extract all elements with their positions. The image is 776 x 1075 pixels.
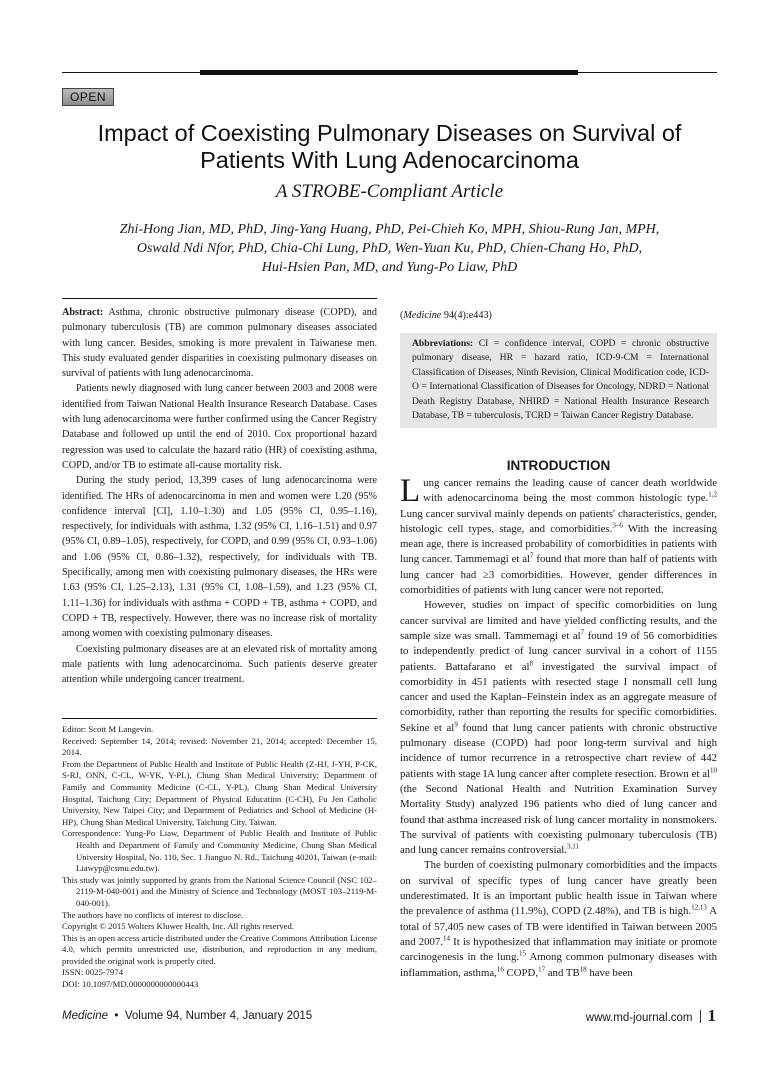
footnotes <box>62 718 377 991</box>
footer-bullet: • <box>114 1010 119 1022</box>
article-title: Impact of Coexisting Pulmonary Diseases on Survival of Patients With Lung Adenocarcinoma <box>97 120 682 173</box>
intro-text: The burden of coexisting pulmonary comorbidities and the impacts on survival of specific types of lung cancer have greatly been underestimated. It is an important public health issue in Taiwan where the prevalence of asthma (11.9%), COPD (2.48%), and TB is high. <box>400 859 717 918</box>
reference-superscript[interactable]: 17 <box>538 964 546 973</box>
intro-text: investigated the survival impact of comorbidity in 451 patients with resected stage I nonsmall cell lung cancer and used the Kaplan–Feinstein index as an aggregate measure of comorbidity, rather than reporting the results for specific comorbidities. Sekine et al <box>400 660 717 734</box>
intro-text: With the increasing mean age, there is increased probability of comorbidities in patients with lung cancer. Tammemagi et al <box>400 522 717 566</box>
intro-text: However, studies on impact of specific comorbidities on lung cancer survival are limited and have yielded conflicting results, and the sample size was small. Tammemagi et al <box>400 599 717 642</box>
footer-journal-info <box>62 1010 312 1022</box>
abstract-label: Abstract: <box>62 307 104 318</box>
article-subtitle: A STROBE-Compliant Article <box>275 181 504 202</box>
footnote: Copyright © 2015 Wolters Kluwer Health, Inc. All rights reserved. <box>62 921 295 932</box>
abbreviations-text: CI = confidence interval, COPD = chronic obstructive pulmonary disease, HR = hazard ratio, ICD-9-CM = International Classification of Diseases, Ninth Revision, Clinical Modification code, ICD-O = International Classification of Diseases for Oncology, NDRD = National Death Registry Database, NHIRD = National Health Insurance Research Database, TB = tuberculosis, TCRD = Taiwan Cancer Registry Database. <box>412 338 709 422</box>
citation-ref: 94(4):e443) <box>441 310 492 321</box>
footer-journal: Medicine <box>62 1010 109 1022</box>
header-rule-thick <box>200 70 578 75</box>
abstract <box>62 298 377 687</box>
abbreviations-label: Abbreviations: <box>412 338 474 349</box>
intro-paragraph <box>400 598 717 858</box>
drop-cap: L <box>400 473 421 509</box>
footnote: This is an open access article distributed under the Creative Commons Attribution License 4.0, which permits unrestricted use, distribution, and reproduction in any medium, provided the original work is properly cited. <box>62 932 377 966</box>
footer-separator <box>700 1010 701 1023</box>
abstract-paragraph: Patients newly diagnosed with lung cancer between 2003 and 2008 were identified from Taiwan National Health Insurance Research Database. Cases with lung adenocarcinoma were further confirmed using the Cancer Registry Database and followed up until the end of 2010. Cox proportional hazard regression was used to calculate the hazard ratio (HR) of coexisting asthma, COPD, and/or TB to estimate all-cause mortality risk. <box>62 383 377 471</box>
reference-superscript[interactable]: 3–6 <box>612 521 623 530</box>
intro-text: COPD, <box>503 966 539 979</box>
abstract-paragraph <box>62 305 377 381</box>
reference-superscript[interactable]: 1,2 <box>708 490 717 499</box>
reference-superscript[interactable]: 10 <box>710 766 717 775</box>
citation <box>400 310 717 321</box>
footnote: This study was jointly supported by grants from the National Science Council (NSC 102–2119-M-040-001) and the Ministry of Science and Technology (MOST 103–2119-M-040-001). <box>62 874 377 908</box>
footer-issue: Volume 94, Number 4, January 2015 <box>124 1010 313 1022</box>
footnote: The authors have no conflicts of interest to disclose. <box>62 909 244 920</box>
abbreviations-box <box>400 333 717 428</box>
intro-text: found that lung cancer patients with chronic obstructive pulmonary disease (COPD) had poor long-term survival and high incidence of tumor recurrence in a retrospective chart review of 442 patients with stage IA lung cancer after complete resection. Brown et al <box>400 721 717 780</box>
footnote: From the Department of Public Health and Institute of Public Health (Z-HJ, J-YH, P-CK, S-RJ, ONN, C-CL, W-YK, Y-PL), Chung Shan Medical University; Department of Family and Community Medicine (C-CL, Y-PL), Chung Shan Medical University Hospital, Taichung City; Department of Physical Education (C-CH), Fu Jen Catholic University, New Taipei City; and Department of Pediatrics and School of Medicine (H-HP), Chung Shan Medical University, Taichung City, Taiwan. <box>62 758 377 827</box>
intro-text: It is hypothesized that inflammation may initiate or promote carcinogenesis in the lung. <box>400 935 717 964</box>
intro-text: (the Second National Health and Nutrition Examination Survey Mortality Study) analyzed 196 patients who died of lung cancer and found that asthma increased risk of lung cancer mortality in nonsmokers. The survival of patients with coexisting pulmonary tuberculosis (TB) and lung cancer remains controversial. <box>400 782 717 857</box>
reference-superscript[interactable]: 18 <box>579 964 587 973</box>
reference-superscript[interactable]: 7 <box>580 628 585 637</box>
intro-text: found 19 of 56 comorbidities to independently predict of lung cancer survival in a cohort of 1155 patients. Battafarano et al <box>400 629 717 673</box>
intro-text: A total of 57,405 new cases of TB were identified in Taiwan between 2005 and 2007. <box>400 905 717 948</box>
introduction-body <box>400 473 717 981</box>
open-access-badge: OPEN <box>62 88 114 106</box>
reference-superscript[interactable]: 15 <box>519 949 527 958</box>
author-list <box>62 220 717 277</box>
author-line: Oswald Ndi Nfor, PhD, Chia-Chi Lung, PhD, Wen-Yuan Ku, PhD, Chien-Chang Ho, PhD, <box>136 241 643 256</box>
intro-paragraph <box>400 473 717 598</box>
reference-superscript[interactable]: 8 <box>529 658 533 667</box>
intro-paragraph <box>400 858 717 980</box>
intro-text: found that more than half of patients with lung cancer had ≥3 comorbidities. However, gender differences in comorbidities of patients with lung cancer were not reported. <box>400 553 717 597</box>
footnote: Received: September 14, 2014; revised: November 21, 2014; accepted: December 15, 2014. <box>62 735 377 758</box>
footer-right <box>586 1006 716 1026</box>
abstract-text: Asthma, chronic obstructive pulmonary disease (COPD), and pulmonary tuberculosis (TB) are common pulmonary diseases associated with lung cancer. Besides, smoking is more prevalent in Taiwanese men. This study evaluated gender disparities in coexisting pulmonary diseases on survival of patients with lung adenocarcinoma. <box>62 307 377 380</box>
intro-text: Lung cancer survival mainly depends on patients' characteristics, gender, histologic cell types, stage, and comorbidities. <box>400 507 717 535</box>
reference-superscript[interactable]: 16 <box>496 964 504 973</box>
intro-text: Among common pulmonary diseases with inflammation, asthma, <box>400 951 717 979</box>
reference-superscript[interactable]: 7 <box>530 551 534 560</box>
page-number: 1 <box>707 1006 716 1025</box>
journal-url-link[interactable]: www.md-journal.com <box>585 1012 693 1024</box>
citation-journal: Medicine <box>403 310 442 321</box>
abstract-paragraph: Coexisting pulmonary diseases are at an elevated risk of mortality among male patients with lung adenocarcinoma. Such patients deserve greater attention while undergoing cancer treatment. <box>62 643 377 686</box>
intro-text: and TB <box>545 966 580 979</box>
reference-superscript[interactable]: 3,11 <box>566 842 579 851</box>
footnote: ISSN: 0025-7974 <box>62 967 124 978</box>
intro-text: have been <box>586 966 633 979</box>
author-line: Hui-Hsien Pan, MD, and Yung-Po Liaw, PhD <box>261 260 518 275</box>
intro-text: ung cancer remains the leading cause of cancer death worldwide with adenocarcinoma being the most common histologic type. <box>423 477 717 505</box>
reference-superscript[interactable]: 9 <box>454 720 458 729</box>
section-heading-introduction: INTRODUCTION <box>506 458 611 473</box>
footnote: Editor: Scott M Langevin. <box>62 724 154 734</box>
reference-superscript[interactable]: 12,13 <box>691 903 707 912</box>
abstract-paragraph: During the study period, 13,399 cases of lung adenocarcinoma were identified. The HRs of adenocarcinoma in men and women were 1.20 (95% confidence interval [CI], 1.10–1.30) and 1.05 (95% CI, 0.95–1.16), respectively, for individuals with asthma, 1.32 (95% CI, 1.16–1.51) and 0.97 (95% CI, 0.89–1.05), respectively, for COPD, and 0.99 (95% CI, 0.93–1.06) and 1.06 (95% CI, 0.86–1.32), respectively, for individuals with TB. Specifically, among men with coexisting pulmonary diseases, the HRs were 1.63 (95% CI, 1.25–2.13), 1.31 (95% CI, 1.08–1.59), and 1.23 (95% CI, 1.11–1.36) for individuals with asthma + COPD + TB, asthma + COPD, and COPD + TB, respectively. However, there was no increase risk of mortality among women with coexisting pulmonary diseases. <box>62 475 377 640</box>
citation-paren: ( <box>400 310 404 321</box>
footnote: Correspondence: Yung-Po Liaw, Department of Public Health and Institute of Public Health and Department of Family and Community Medicine, Chung Shan Medical University Hospital, No. 110, Sec. 1 Jianguo N. Rd., Taichung 40201, Taiwan (e-mail: Liawyp@csmu.edu.tw). <box>62 828 377 874</box>
footnote: DOI: 10.1097/MD.0000000000000443 <box>62 979 199 990</box>
author-line: Zhi-Hong Jian, MD, PhD, Jing-Yang Huang, PhD, Pei-Chieh Ko, MPH, Shiou-Rung Jan, MPH, <box>119 222 660 237</box>
reference-superscript[interactable]: 14 <box>443 934 451 943</box>
